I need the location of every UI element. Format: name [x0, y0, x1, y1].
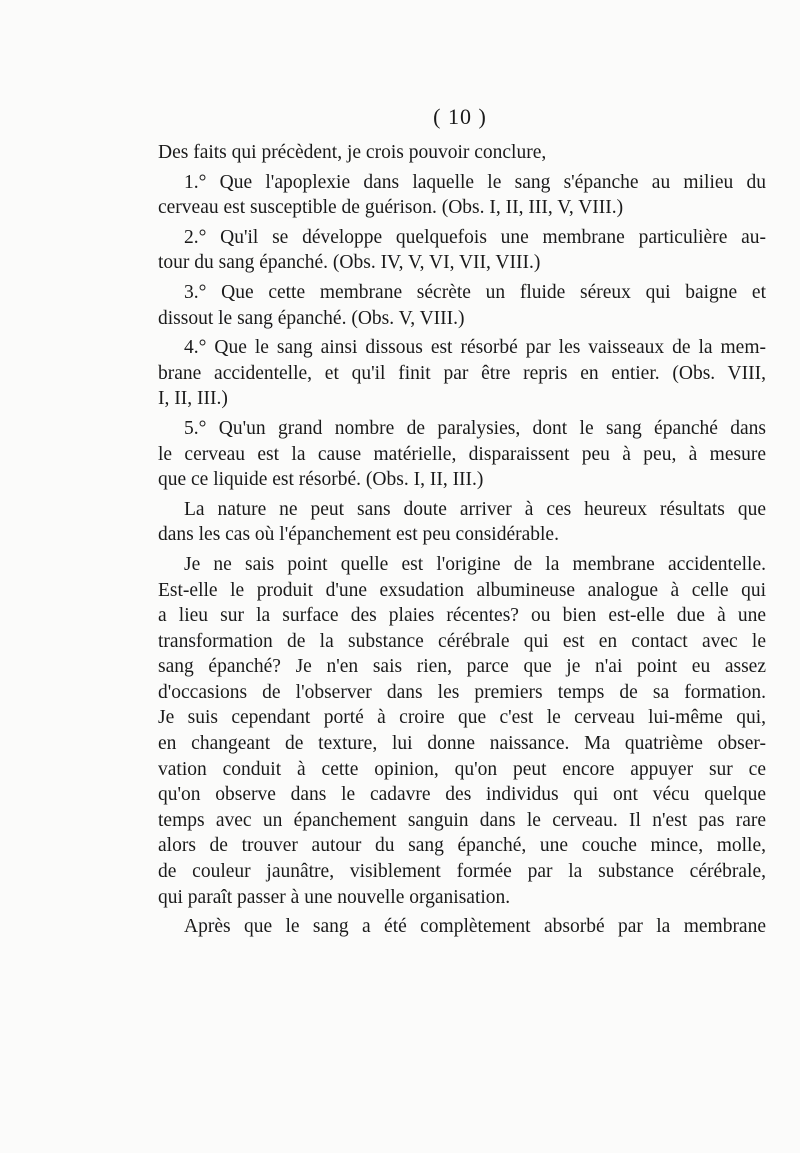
text-line: 2.° Qu'il se développe quelquefois une membrane particulière au-	[184, 226, 766, 248]
body-text	[158, 140, 766, 944]
text-line: La nature ne peut sans doute arriver à ces heureux résultats que	[184, 498, 766, 520]
text-line: 5.° Qu'un grand nombre de paralysies, dont le sang épanché dans	[184, 417, 766, 439]
text-line: Je ne sais point quelle est l'origine de la membrane accidentelle.	[184, 553, 766, 575]
text-line: alors de trouver autour du sang épanché, une couche mince, molle,	[158, 835, 766, 857]
text-line: temps avec un épanchement sanguin dans le cerveau. Il n'est pas rare	[158, 809, 766, 831]
text-line: cerveau est susceptible de guérison. (Obs. I, II, III, V, VIII.)	[158, 197, 624, 219]
paragraph-nature	[158, 497, 766, 548]
paragraph-conclusion-4	[158, 335, 766, 412]
text-line: en changeant de texture, lui donne naissance. Ma quatrième obser-	[158, 733, 766, 755]
paragraph-absorption	[158, 914, 766, 940]
text-line: le cerveau est la cause matérielle, disparaissent peu à peu, à mesure	[158, 443, 766, 465]
text-line: 1.° Que l'apoplexie dans laquelle le sang s'épanche au milieu du	[184, 171, 766, 193]
text-line: Des faits qui précèdent, je crois pouvoir conclure,	[158, 142, 547, 163]
text-line: I, II, III.)	[158, 388, 228, 410]
text-line: a lieu sur la surface des plaies récentes? ou bien est-elle due à une	[158, 605, 766, 627]
page-number: ( 10 )	[433, 104, 487, 129]
paragraph-conclusion-2	[158, 225, 766, 276]
text-line: dissout le sang épanché. (Obs. V, VIII.)	[158, 307, 465, 329]
text-line: sang épanché? Je n'en sais rien, parce que je n'ai point eu assez	[158, 656, 766, 678]
text-line: qu'on observe dans le cadavre des individus qui ont vécu quelque	[158, 784, 766, 806]
text-line: Je suis cependant porté à croire que c'est le cerveau lui-même qui,	[158, 707, 766, 729]
text-line: qui paraît passer à une nouvelle organisation.	[158, 886, 511, 908]
paragraph-conclusion-1	[158, 170, 766, 221]
text-line: que ce liquide est résorbé. (Obs. I, II, III.)	[158, 469, 484, 491]
text-line: 4.° Que le sang ainsi dissous est résorbé par les vaisseaux de la mem-	[184, 337, 766, 359]
text-line: tour du sang épanché. (Obs. IV, V, VI, VII, VIII.)	[158, 252, 541, 274]
paragraph-conclusion-5	[158, 416, 766, 493]
text-line: brane accidentelle, et qu'il finit par être repris en entier. (Obs. VIII,	[158, 362, 766, 384]
text-line: Après que le sang a été complètement absorbé par la membrane	[184, 916, 766, 938]
text-line: dans les cas où l'épanchement est peu considérable.	[158, 524, 559, 546]
text-line: d'occasions de l'observer dans les premiers temps de sa formation.	[158, 681, 766, 703]
text-line: de couleur jaunâtre, visiblement formée par la substance cérébrale,	[158, 861, 766, 883]
text-line: Est-elle le produit d'une exsudation albumineuse analogue à celle qui	[158, 579, 766, 601]
text-line: vation conduit à cette opinion, qu'on peut encore appuyer sur ce	[158, 758, 766, 780]
paragraph-conclusion-3	[158, 280, 766, 331]
paragraph-membrane-origin	[158, 552, 766, 910]
text-line: 3.° Que cette membrane sécrète un fluide séreux qui baigne et	[184, 281, 766, 303]
text-line: transformation de la substance cérébrale qui est en contact avec le	[158, 630, 766, 652]
paragraph-intro	[158, 140, 766, 166]
